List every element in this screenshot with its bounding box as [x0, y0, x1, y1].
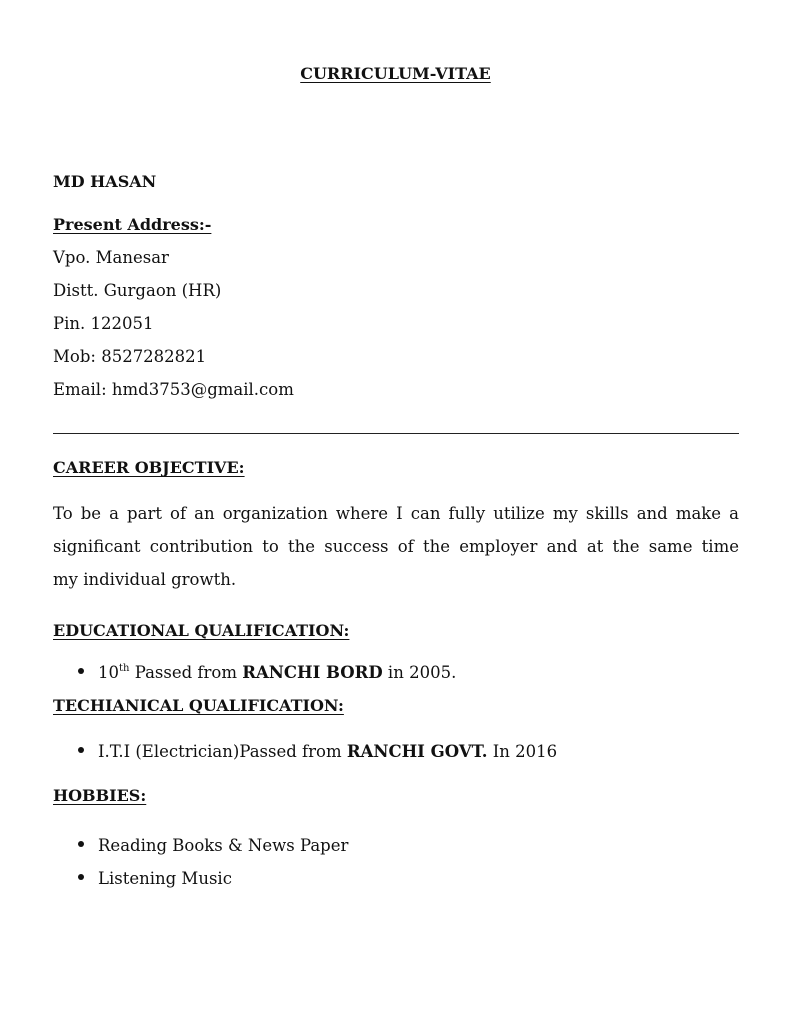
education-item-text	[98, 663, 456, 682]
bullet-icon	[78, 841, 84, 847]
email-address: Email: hmd3753@gmail.com	[53, 380, 294, 399]
hobby-item	[78, 869, 232, 888]
hobby-item	[78, 836, 348, 855]
career-objective-line: To be a part of an organization where I can fully utilize my skills and make a	[53, 504, 739, 523]
technical-text-a: I.T.I (Electrician)Passed from	[98, 742, 347, 761]
career-objective-line: significant contribution to the success of the employer and at the same time	[53, 537, 739, 556]
education-class-suffix: th	[119, 662, 130, 674]
education-item	[78, 663, 456, 682]
education-text-a: Passed from	[129, 663, 243, 682]
address-heading: Present Address:-	[53, 215, 212, 234]
address-line-district: Distt. Gurgaon (HR)	[53, 281, 222, 300]
educational-qualification-heading: EDUCATIONAL QUALIFICATION:	[53, 621, 350, 640]
address-line-pin: Pin. 122051	[53, 314, 154, 333]
bullet-icon	[78, 668, 84, 674]
technical-item	[78, 742, 557, 761]
technical-item-text	[98, 742, 557, 761]
education-class: 10	[98, 663, 119, 682]
bullet-icon	[78, 874, 84, 880]
section-divider	[53, 433, 739, 434]
education-board: RANCHI BORD	[242, 663, 383, 682]
technical-institute: RANCHI GOVT.	[346, 742, 488, 761]
technical-qualification-heading: TECHIANICAL QUALIFICATION:	[53, 696, 344, 715]
career-objective-text	[53, 497, 739, 596]
hobbies-heading: HOBBIES:	[53, 786, 147, 805]
education-text-b: in 2005.	[382, 663, 457, 682]
document-title: CURRICULUM-VITAE	[300, 64, 491, 83]
mobile-number: Mob: 8527282821	[53, 347, 207, 366]
hobby-item-text: Reading Books & News Paper	[98, 836, 349, 855]
address-line-village: Vpo. Manesar	[53, 248, 169, 267]
technical-text-b: In 2016	[487, 742, 558, 761]
career-objective-line: my individual growth.	[53, 570, 237, 589]
bullet-icon	[78, 747, 84, 753]
hobby-item-text: Listening Music	[98, 869, 232, 888]
candidate-name: MD HASAN	[53, 172, 157, 191]
career-objective-heading: CAREER OBJECTIVE:	[53, 458, 245, 477]
